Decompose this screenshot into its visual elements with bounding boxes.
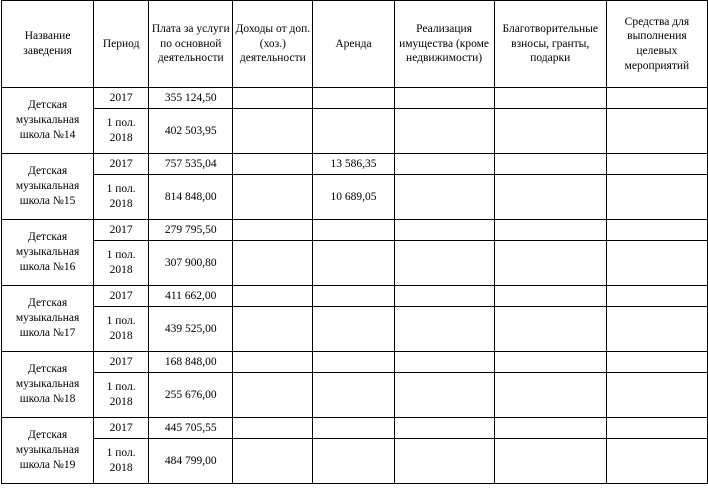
column-header-property: Реализация имущества (кроме недвижимости) <box>394 1 494 88</box>
cell-charity <box>494 154 606 175</box>
cell-period: 1 пол. 2018 <box>94 241 149 286</box>
cell-rent <box>313 286 394 307</box>
cell-charity <box>494 307 606 352</box>
cell-extra-income <box>233 88 313 109</box>
table-row <box>2 175 708 220</box>
cell-institution-name: Детская музыкальная школа №15 <box>2 154 94 220</box>
column-header-rent: Аренда <box>313 1 394 88</box>
table-row <box>2 220 708 241</box>
cell-main-activity-fee: 255 676,00 <box>149 373 233 418</box>
cell-extra-income <box>233 373 313 418</box>
cell-charity <box>494 175 606 220</box>
table-row <box>2 307 708 352</box>
cell-rent: 13 586,35 <box>313 154 394 175</box>
table-body <box>2 88 708 484</box>
cell-charity <box>494 439 606 484</box>
table-row <box>2 373 708 418</box>
cell-extra-income <box>233 220 313 241</box>
cell-main-activity-fee: 168 848,00 <box>149 352 233 373</box>
cell-extra-income <box>233 418 313 439</box>
table-row <box>2 109 708 154</box>
table-row <box>2 352 708 373</box>
cell-institution-name: Детская музыкальная школа №19 <box>2 418 94 484</box>
cell-target-funds <box>606 220 707 241</box>
cell-target-funds <box>606 373 707 418</box>
cell-rent <box>313 307 394 352</box>
cell-target-funds <box>606 418 707 439</box>
cell-property-sale <box>394 175 494 220</box>
cell-main-activity-fee: 445 705,55 <box>149 418 233 439</box>
cell-rent <box>313 109 394 154</box>
cell-extra-income <box>233 175 313 220</box>
cell-institution-name: Детская музыкальная школа №17 <box>2 286 94 352</box>
cell-property-sale <box>394 286 494 307</box>
cell-target-funds <box>606 175 707 220</box>
cell-rent <box>313 373 394 418</box>
cell-property-sale <box>394 307 494 352</box>
cell-rent <box>313 220 394 241</box>
cell-main-activity-fee: 757 535,04 <box>149 154 233 175</box>
cell-institution-name: Детская музыкальная школа №14 <box>2 88 94 154</box>
column-header-period: Период <box>94 1 149 88</box>
cell-main-activity-fee: 814 848,00 <box>149 175 233 220</box>
cell-period: 2017 <box>94 88 149 109</box>
cell-charity <box>494 418 606 439</box>
cell-period: 1 пол. 2018 <box>94 109 149 154</box>
table-row <box>2 154 708 175</box>
cell-main-activity-fee: 402 503,95 <box>149 109 233 154</box>
cell-rent <box>313 241 394 286</box>
cell-rent <box>313 88 394 109</box>
cell-period: 1 пол. 2018 <box>94 175 149 220</box>
cell-target-funds <box>606 109 707 154</box>
cell-property-sale <box>394 241 494 286</box>
cell-property-sale <box>394 352 494 373</box>
cell-period: 1 пол. 2018 <box>94 373 149 418</box>
cell-main-activity-fee: 307 900,80 <box>149 241 233 286</box>
cell-property-sale <box>394 418 494 439</box>
cell-charity <box>494 241 606 286</box>
cell-period: 2017 <box>94 286 149 307</box>
cell-charity <box>494 373 606 418</box>
table-row <box>2 241 708 286</box>
cell-property-sale <box>394 154 494 175</box>
cell-target-funds <box>606 154 707 175</box>
cell-main-activity-fee: 355 124,50 <box>149 88 233 109</box>
cell-target-funds <box>606 88 707 109</box>
cell-charity <box>494 109 606 154</box>
cell-property-sale <box>394 109 494 154</box>
column-header-charity: Благотворительные взносы, гранты, подарки <box>494 1 606 88</box>
cell-extra-income <box>233 109 313 154</box>
cell-charity <box>494 286 606 307</box>
cell-period: 2017 <box>94 220 149 241</box>
table-header <box>2 1 708 88</box>
cell-property-sale <box>394 88 494 109</box>
cell-main-activity-fee: 279 795,50 <box>149 220 233 241</box>
cell-target-funds <box>606 241 707 286</box>
cell-charity <box>494 88 606 109</box>
table-row <box>2 439 708 484</box>
cell-property-sale <box>394 373 494 418</box>
cell-period: 1 пол. 2018 <box>94 307 149 352</box>
cell-rent: 10 689,05 <box>313 175 394 220</box>
cell-period: 1 пол. 2018 <box>94 439 149 484</box>
cell-main-activity-fee: 439 525,00 <box>149 307 233 352</box>
cell-extra-income <box>233 352 313 373</box>
cell-rent <box>313 418 394 439</box>
table-row <box>2 88 708 109</box>
cell-extra-income <box>233 241 313 286</box>
cell-target-funds <box>606 286 707 307</box>
column-header-extra: Доходы от доп. (хоз.) деятельности <box>233 1 313 88</box>
table-row <box>2 286 708 307</box>
table-row <box>2 418 708 439</box>
cell-extra-income <box>233 439 313 484</box>
cell-period: 2017 <box>94 418 149 439</box>
cell-main-activity-fee: 484 799,00 <box>149 439 233 484</box>
cell-target-funds <box>606 352 707 373</box>
finance-table <box>1 0 708 484</box>
cell-target-funds <box>606 307 707 352</box>
cell-extra-income <box>233 286 313 307</box>
cell-rent <box>313 439 394 484</box>
cell-property-sale <box>394 220 494 241</box>
cell-charity <box>494 352 606 373</box>
column-header-main: Плата за услуги по основной деятельности <box>149 1 233 88</box>
cell-institution-name: Детская музыкальная школа №16 <box>2 220 94 286</box>
cell-target-funds <box>606 439 707 484</box>
cell-charity <box>494 220 606 241</box>
cell-extra-income <box>233 154 313 175</box>
header-row <box>2 1 708 88</box>
cell-institution-name: Детская музыкальная школа №18 <box>2 352 94 418</box>
cell-extra-income <box>233 307 313 352</box>
cell-property-sale <box>394 439 494 484</box>
column-header-name: Название заведения <box>2 1 94 88</box>
cell-main-activity-fee: 411 662,00 <box>149 286 233 307</box>
cell-rent <box>313 352 394 373</box>
cell-period: 2017 <box>94 352 149 373</box>
column-header-target: Средства для выполнения целевых мероприятий <box>606 1 707 88</box>
cell-period: 2017 <box>94 154 149 175</box>
